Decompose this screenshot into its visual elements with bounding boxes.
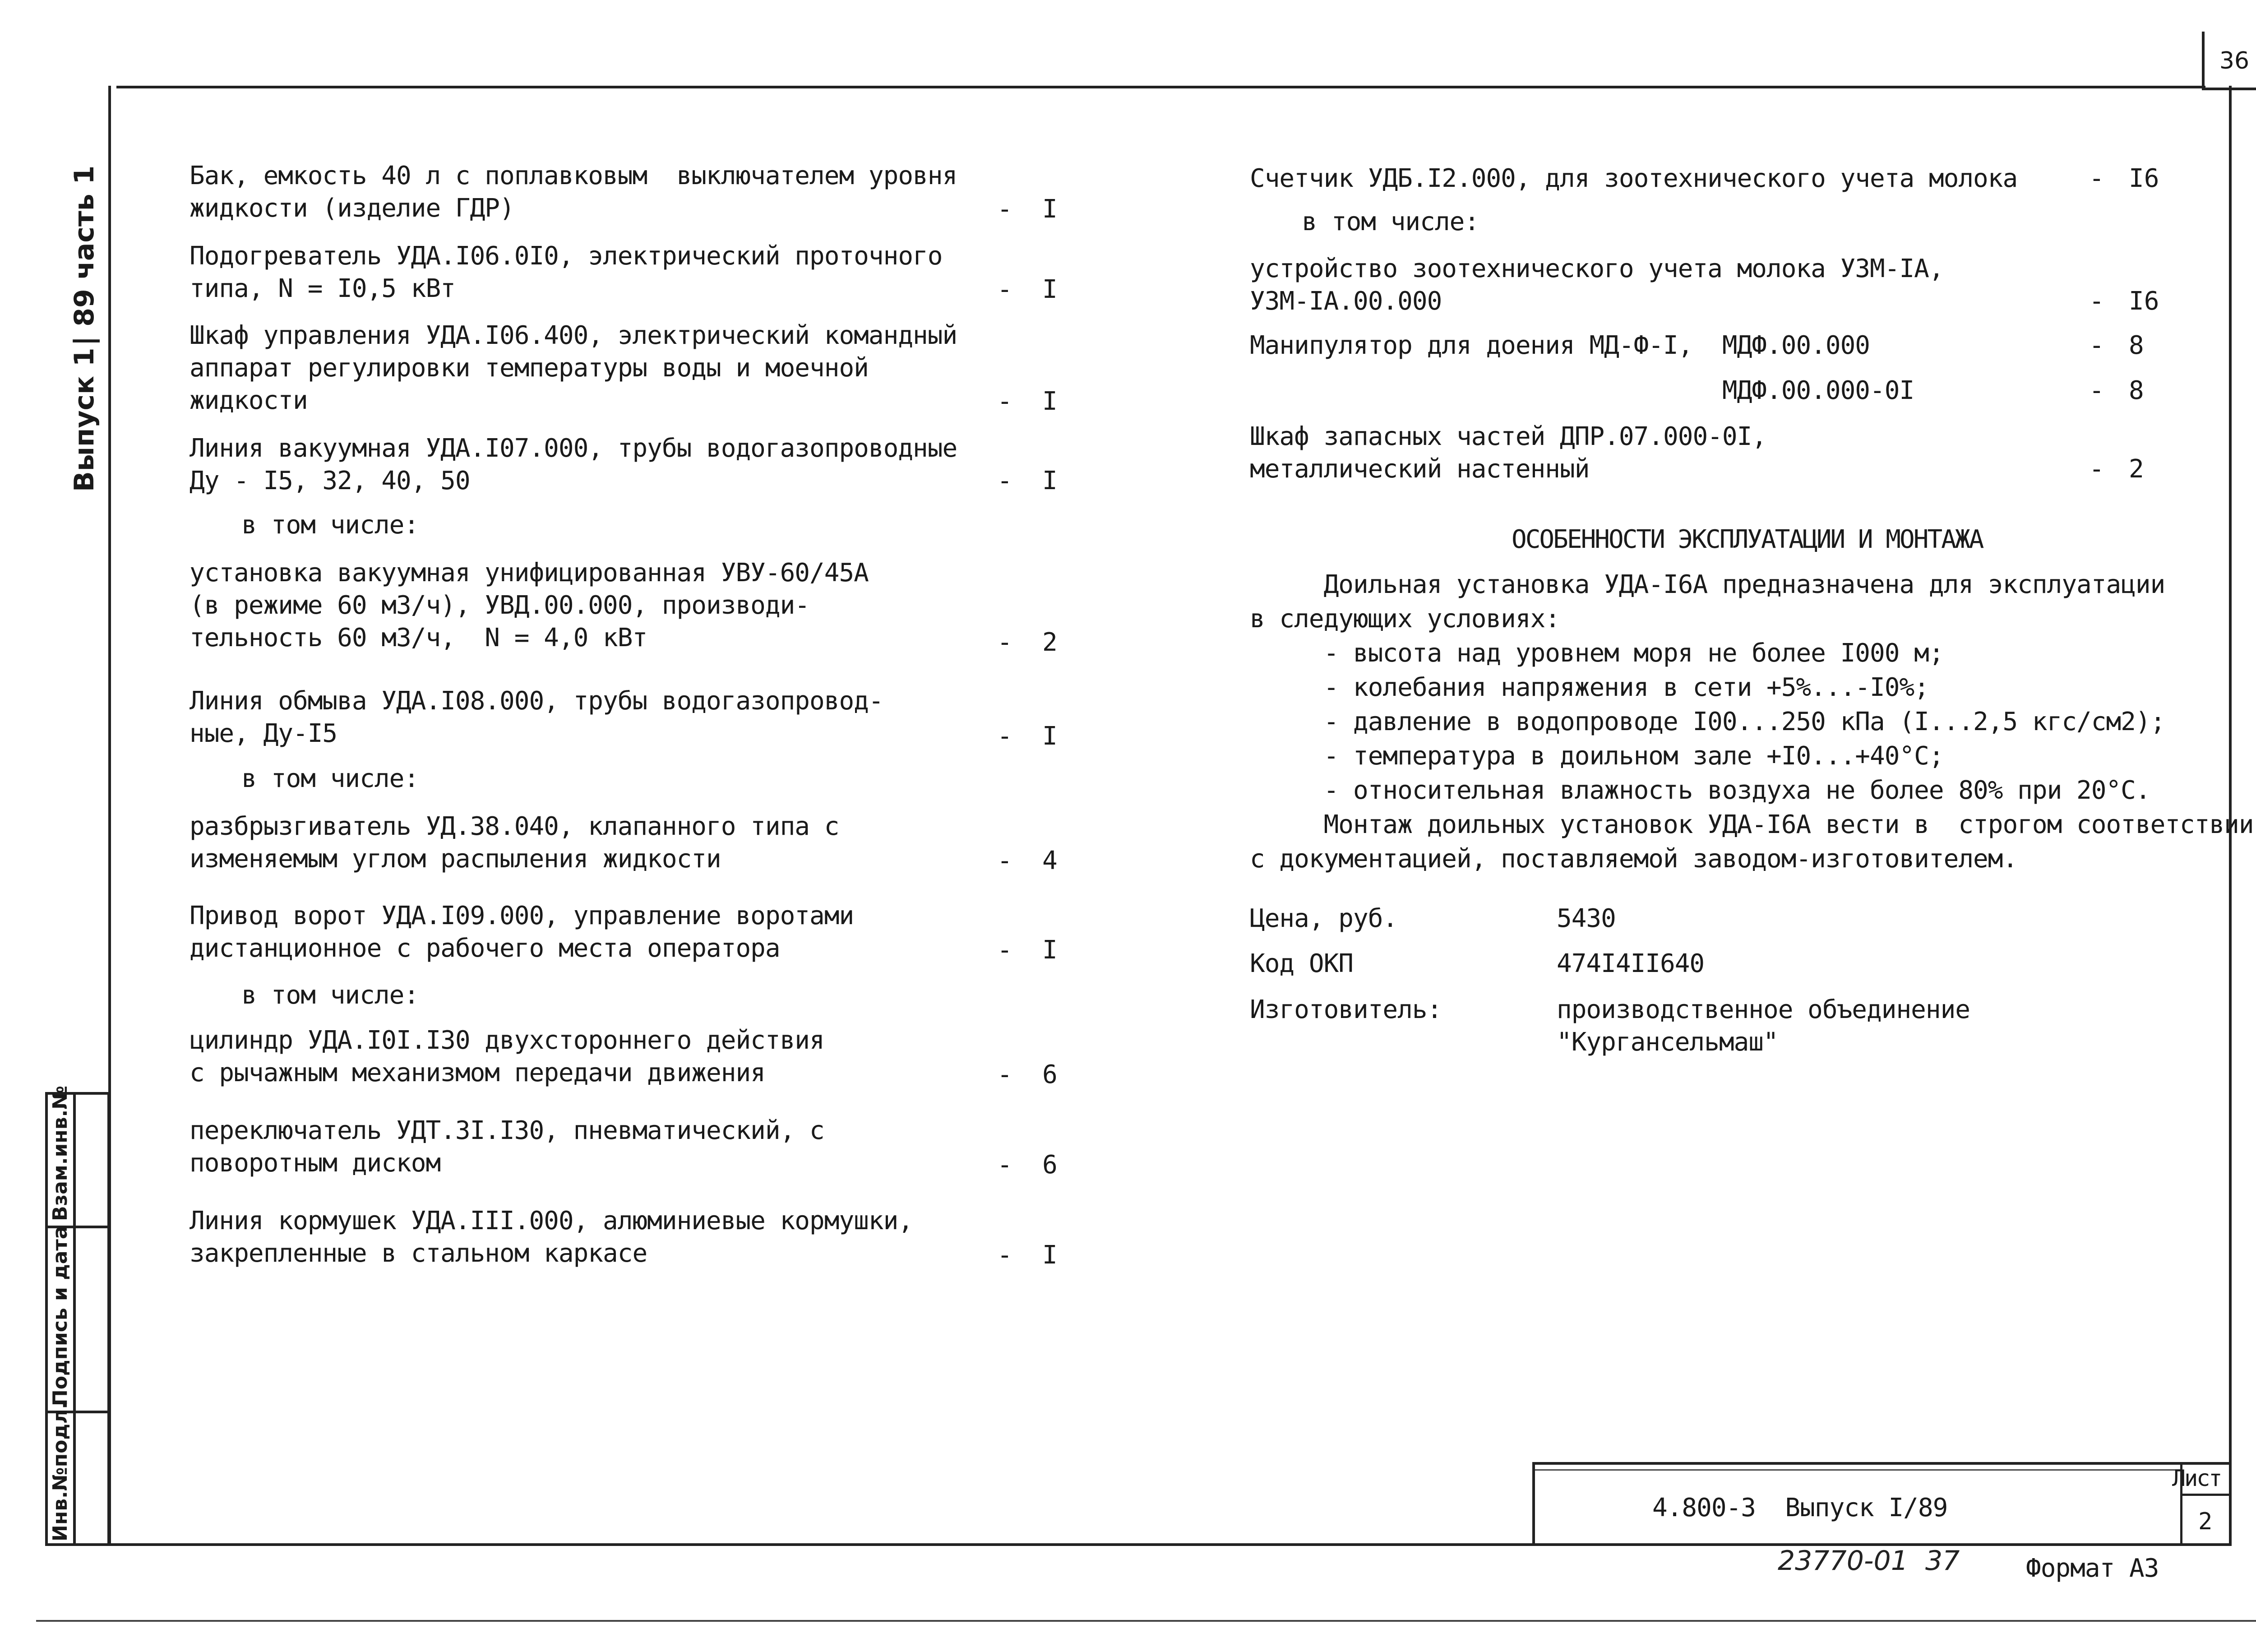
paragraph-line: с документацией, поставляемой заводом-изготовителем.: [1250, 844, 2018, 874]
item-line: (в режиме 60 м3/ч), УВД.00.000, производи-: [190, 591, 810, 620]
item-line: аппарат регулировки температуры воды и моечной: [190, 353, 869, 383]
item-line: Шкаф управления УДА.I06.400, электрический командный: [190, 321, 957, 350]
item-line: ные, Ду-I5: [190, 719, 337, 748]
item-line: УЗМ-IА.00.000: [1250, 287, 1442, 316]
item-line: в том числе:: [212, 510, 419, 540]
item-line: Линия кормушек УДА.III.000, алюминиевые кормушки,: [190, 1206, 913, 1236]
item-line: закрепленные в стальном каркасе: [190, 1239, 647, 1268]
info-label: Изготовитель:: [1250, 995, 1442, 1024]
item-line: устройство зоотехнического учета молока УЗМ-IА,: [1250, 254, 1944, 283]
item-quantity: 8: [2129, 376, 2144, 405]
item-line: с рычажным механизмом передачи движения: [190, 1058, 765, 1087]
sub-heading: [212, 763, 419, 795]
info-value: 474I4II640: [1557, 949, 1705, 978]
item-line: изменяемым углом распыления жидкости: [190, 844, 721, 874]
list-item: [190, 1024, 824, 1089]
item-quantity: 6: [1042, 1150, 1058, 1180]
list-item: [1250, 329, 1870, 362]
item-dash: -: [2089, 454, 2104, 484]
item-dash: -: [997, 466, 1012, 495]
item-line: жидкости: [190, 386, 308, 415]
item-quantity: 4: [1042, 846, 1058, 875]
item-quantity: 6: [1042, 1060, 1058, 1089]
item-line: поворотным диском: [190, 1148, 441, 1178]
item-line: Шкаф запасных частей ДПР.07.000-0I,: [1250, 422, 1767, 451]
paragraph-line: в следующих условиях:: [1250, 604, 1560, 634]
paragraph-line: - относительная влажность воздуха не более 80% при 20°С.: [1250, 776, 2150, 805]
title-block-inner-rule: [1535, 1469, 2180, 1471]
item-quantity: I: [1042, 1240, 1058, 1270]
sub-heading: [212, 979, 419, 1012]
stamp-block: [45, 1085, 110, 1546]
item-quantity: I: [1042, 275, 1058, 304]
info-value: производственное объединение: [1557, 995, 1970, 1024]
list-item: [190, 432, 957, 497]
item-line: разбрызгиватель УД.38.040, клапанного типа с: [190, 812, 839, 841]
item-line: Подогреватель УДА.I06.0I0, электрический проточного: [190, 241, 943, 271]
sheet-number-top: 36: [2219, 47, 2250, 74]
sub-heading: [1272, 206, 1479, 238]
info-label: Цена, руб.: [1250, 904, 1398, 933]
stamp-label-signature-date: Подпись и дата: [49, 1226, 72, 1406]
side-issue-label: Выпуск 1| 89 часть 1: [69, 165, 100, 492]
operating-conditions-paragraph: [1250, 569, 2254, 877]
paragraph-line: - высота над уровнем моря не более I000 м;: [1250, 639, 1944, 668]
item-line: тельность 60 м3/ч, N = 4,0 кВт: [190, 623, 647, 652]
item-line: переключатель УДТ.3I.I30, пневматический, с: [190, 1116, 824, 1145]
item-quantity: I: [1042, 935, 1058, 965]
list-item: [1250, 375, 1914, 407]
item-line: установка вакуумная унифицированная УВУ-60/45А: [190, 558, 869, 588]
side-issue-word: Выпуск: [69, 376, 100, 492]
item-dash: -: [997, 722, 1012, 751]
item-dash: -: [2089, 164, 2104, 193]
list-item: [190, 557, 869, 654]
paragraph-line: Монтаж доильных установок УДА-I6А вести в строгом соответствии: [1250, 810, 2254, 839]
item-quantity: I: [1042, 194, 1058, 224]
handwritten-number: 23770-01 37: [1778, 1545, 1960, 1577]
item-line: в том числе:: [212, 981, 419, 1010]
sub-heading: [212, 509, 419, 541]
item-line: Манипулятор для доения МД-Ф-I, МДФ.00.000: [1250, 331, 1870, 360]
side-part-number: 1: [69, 165, 100, 185]
item-dash: -: [997, 1240, 1012, 1270]
list-item: [190, 900, 854, 965]
document-designation: 4.800-3 Выпуск I/89: [1652, 1493, 1948, 1522]
list-item: [1250, 162, 2017, 195]
item-dash: -: [997, 275, 1012, 304]
item-line: металлический настенный: [1250, 454, 1590, 484]
list-item: [190, 160, 957, 225]
item-dash: -: [997, 194, 1012, 224]
list-item: [190, 1205, 913, 1270]
sheet-number-box: [2202, 32, 2256, 90]
list-item: [1250, 421, 1766, 486]
info-value: "Кургансельмаш": [1557, 1027, 1778, 1057]
list-item: [190, 319, 957, 417]
sheet-label: Лист: [2172, 1465, 2221, 1491]
item-dash: -: [2089, 376, 2104, 405]
item-quantity: I: [1042, 722, 1058, 751]
title-block: [1532, 1462, 2232, 1546]
item-quantity: 8: [2129, 331, 2144, 360]
section-title: ОСОБЕННОСТИ ЭКСПЛУАТАЦИИ И МОНТАЖА: [1512, 525, 1983, 554]
side-year: 89: [69, 289, 100, 327]
item-line: в том числе:: [212, 764, 419, 793]
item-quantity: 2: [2129, 454, 2144, 484]
item-dash: -: [2089, 287, 2104, 316]
bottom-outer-rule: [36, 1620, 2256, 1622]
item-quantity: I: [1042, 387, 1058, 416]
item-line: цилиндр УДА.I0I.I30 двухстороннего действия: [190, 1026, 824, 1055]
item-line: Линия вакуумная УДА.I07.000, трубы водогазопроводные: [190, 434, 957, 463]
sheet-number: 2: [2198, 1508, 2212, 1535]
item-line: типа, N = I0,5 кВт: [190, 274, 455, 303]
info-label: Код ОКП: [1250, 949, 1354, 978]
item-line: Ду - I5, 32, 40, 50: [190, 466, 470, 495]
side-issue-number: 1: [69, 347, 100, 367]
list-item: [190, 1115, 824, 1180]
item-line: в том числе:: [1272, 207, 1479, 236]
item-line: жидкости (изделие ГДР): [190, 194, 514, 223]
paragraph-line: - давление в водопроводе I00...250 кПа (I...2,5 кгс/см2);: [1250, 707, 2165, 736]
item-line: Бак, емкость 40 л с поплавковым выключателем уровня: [190, 161, 957, 190]
item-dash: -: [997, 846, 1012, 875]
item-dash: -: [997, 1060, 1012, 1089]
item-dash: -: [997, 1150, 1012, 1180]
item-line: Линия обмыва УДА.I08.000, трубы водогазопровод-: [190, 686, 883, 716]
item-dash: -: [997, 628, 1012, 657]
paper-format: Формат А3: [2026, 1554, 2159, 1583]
item-dash: -: [2089, 331, 2104, 360]
item-quantity: I6: [2129, 287, 2159, 316]
item-quantity: I: [1042, 466, 1058, 495]
item-line: МДФ.00.000-0I: [1250, 376, 1914, 405]
stamp-label-inv-podl: Инв.№подл.: [49, 1402, 72, 1541]
paragraph-line: - колебания напряжения в сети +5%...-I0%;: [1250, 673, 1929, 702]
paragraph-line: Доильная установка УДА-I6А предназначена для эксплуатации: [1250, 570, 2165, 599]
info-value: 5430: [1557, 904, 1616, 933]
item-line: дистанционное с рабочего места оператора: [190, 934, 780, 963]
item-line: Привод ворот УДА.I09.000, управление воротами: [190, 901, 854, 930]
list-item: [190, 810, 839, 875]
stamp-divider-v: [73, 1095, 76, 1543]
paragraph-line: - температура в доильном зале +I0...+40°С;: [1250, 741, 1944, 771]
stamp-label-vzam-inv: Взам.инв.№: [49, 1085, 72, 1221]
item-dash: -: [997, 387, 1012, 416]
side-part-word: часть: [69, 194, 100, 280]
item-line: Счетчик УДБ.I2.000, для зоотехнического учета молока: [1250, 164, 2018, 193]
list-item: [1250, 253, 1944, 318]
list-item: [190, 240, 942, 305]
item-quantity: 2: [1042, 628, 1058, 657]
list-item: [190, 685, 883, 750]
item-dash: -: [997, 935, 1012, 965]
item-quantity: I6: [2129, 164, 2159, 193]
